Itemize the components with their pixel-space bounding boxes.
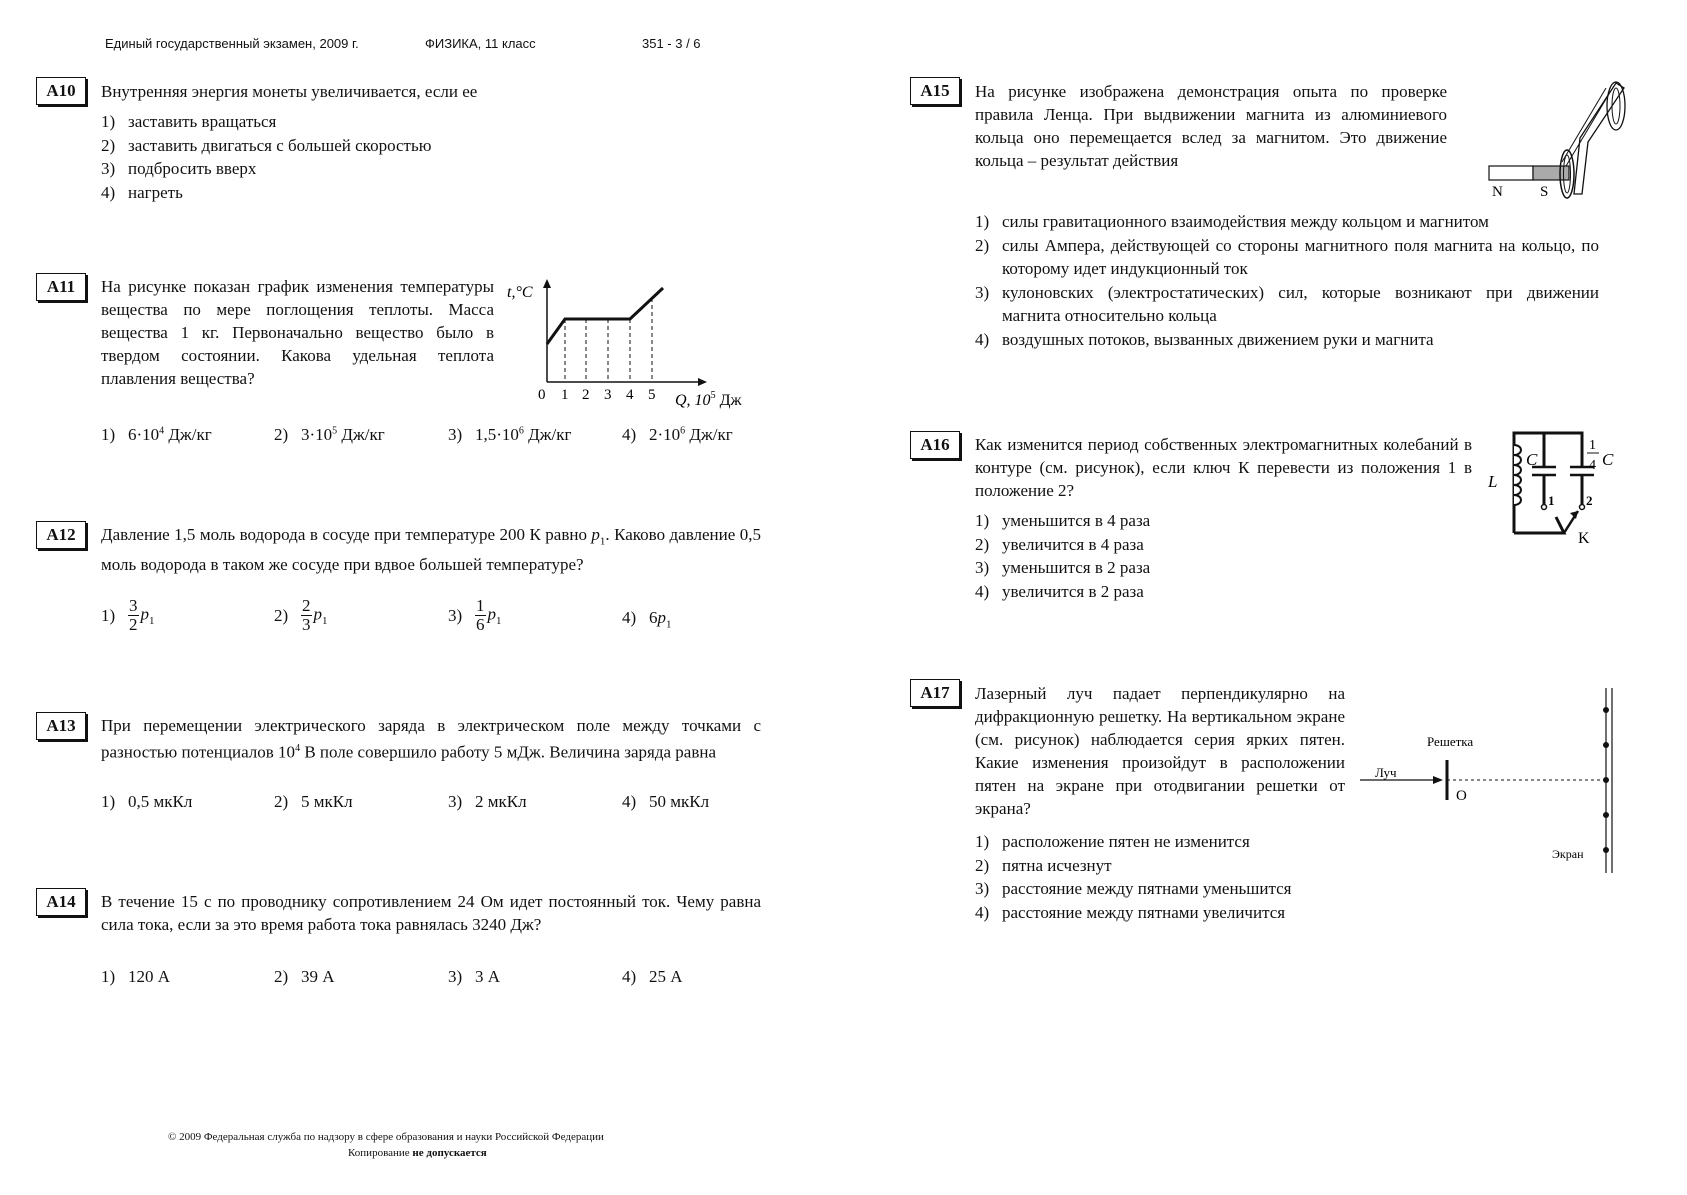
option-a13-2[interactable]: 2) 5 мкКл <box>274 792 353 811</box>
graph-tick-5: 5 <box>648 387 656 403</box>
spot-5 <box>1603 847 1609 853</box>
magnet-n-half <box>1489 166 1533 180</box>
circuit-wire-top <box>1514 433 1582 533</box>
question-text-a12: Давление 1,5 моль водорода в сосуде при температуре 200 К равно $p_1$. Каково давление 0,5 моль водорода в таком же сосуде при вдвое большей температуре? <box>101 525 762 575</box>
graph-y-arrow <box>543 279 551 288</box>
question-number-a12: A12 <box>36 521 86 549</box>
option-a12-3[interactable]: 3) $\frac{1}{6}$ $p_1$ <box>448 596 502 634</box>
position-1-label: 1 <box>1548 493 1555 508</box>
option-a14-4[interactable]: 4) 25 А <box>622 967 683 986</box>
contact-2 <box>1580 505 1585 510</box>
option-a16-3[interactable]: 3) уменьшится в 2 раза <box>975 558 1151 577</box>
option-a13-4[interactable]: 4) 50 мкКл <box>622 792 710 811</box>
graph-x-label: Q, $10^5$ Дж <box>675 390 742 409</box>
option-a17-1[interactable]: 1) расположение пятен не изменится <box>975 832 1250 851</box>
question-number-a16: A16 <box>910 431 960 459</box>
option-a15-1[interactable]: 1) силы гравитационного взаимодействия между кольцом и магнитом <box>975 212 1489 231</box>
temperature-graph <box>505 278 765 413</box>
key-label: K <box>1578 530 1590 547</box>
graph-tick-2: 2 <box>582 387 590 403</box>
spot-1 <box>1603 707 1609 713</box>
quarter-num: 1 <box>1589 438 1596 453</box>
question-text-a16: Как изменится период собственных электромагнитных колебаний в контуре (см. рисунок), если ключ К перевести из положения 1 в положение 2? <box>975 435 1472 500</box>
contact-1 <box>1542 505 1547 510</box>
header-subject: ФИЗИКА, 11 класс <box>425 36 536 51</box>
option-a12-2[interactable]: 2) $\frac{2}{3}$ $p_1$ <box>274 596 328 634</box>
option-a11-1[interactable]: 1) $6\cdot 10^4$ Дж/кг <box>101 425 212 444</box>
magnet-n-label: N <box>1492 184 1503 200</box>
option-a10-3[interactable]: 3) подбросить вверх <box>101 159 257 178</box>
inductor-coil <box>1514 445 1521 505</box>
spot-2 <box>1603 742 1609 748</box>
quarter-c-label: C <box>1602 450 1614 469</box>
lc-circuit-figure <box>1480 425 1614 550</box>
footer-copy-note: Копирование не допускается <box>348 1147 487 1159</box>
option-a15-4[interactable]: 4) воздушных потоков, вызванных движением руки и магнита <box>975 329 1434 349</box>
options-a10 <box>101 110 431 204</box>
question-text-a10: Внутренняя энергия монеты увеличивается, если ее <box>101 82 478 101</box>
graph-tick-3: 3 <box>604 387 612 403</box>
spot-3 <box>1603 777 1609 783</box>
position-2-label: 2 <box>1586 493 1593 508</box>
option-a16-4[interactable]: 4) увеличится в 2 раза <box>975 581 1144 601</box>
question-text-a14: В течение 15 с по проводнику сопротивлением 24 Ом идет постоянный ток. Чему равна сила тока, если за это время работа тока равнялась 3240 Дж? <box>101 892 761 934</box>
screen-label: Экран <box>1552 847 1584 861</box>
question-number-a14: A14 <box>36 888 86 916</box>
question-number-a17: A17 <box>910 679 960 707</box>
option-a10-1[interactable]: 1) заставить вращаться <box>101 112 277 131</box>
lenz-experiment-figure <box>1488 78 1633 198</box>
graph-tick-0: 0 <box>538 387 546 403</box>
question-text-a17: Лазерный луч падает перпендикулярно на дифракционную решетку. На вертикальном экране (см. рисунок) наблюдается серия ярких пятен. Какие изменения произойдут в расположении пятен на экране при отодвигании решетки от экрана? <box>975 684 1345 818</box>
option-a16-2[interactable]: 2) увеличится в 4 раза <box>975 534 1144 554</box>
option-a15-2[interactable]: 2) силы Ампера, действующей со стороны магнитного поля магнита на кольцо, по которому идет индукционный ток <box>975 235 1599 278</box>
origin-label: O <box>1456 788 1467 804</box>
option-a11-3[interactable]: 3) $1,5\cdot 10^6$ Дж/кг <box>448 425 572 444</box>
graph-tick-4: 4 <box>626 387 634 403</box>
quarter-den: 4 <box>1589 458 1596 473</box>
option-a11-2[interactable]: 2) $3\cdot 10^5$ Дж/кг <box>274 425 385 444</box>
option-a10-2[interactable]: 2) заставить двигаться с большей скоростью <box>101 135 432 155</box>
graph-x-arrow <box>698 378 707 386</box>
option-a11-4[interactable]: 4) $2\cdot 10^6$ Дж/кг <box>622 425 733 444</box>
magnet-s-label: S <box>1540 184 1549 200</box>
question-number-a13: A13 <box>36 712 86 740</box>
option-a14-3[interactable]: 3) 3 А <box>448 967 501 986</box>
graph-y-label: t,°C <box>507 284 533 301</box>
question-text-a13: При перемещении электрического заряда в электрическом поле между точками с разностью потенциалов $10^4$ В поле совершило работу 5 мДж. Величина заряда равна <box>101 716 761 762</box>
beam-label: Луч <box>1375 765 1397 780</box>
option-a12-1[interactable]: 1) $\frac{3}{2}$ $p_1$ <box>101 596 155 634</box>
inductor-label: L <box>1488 472 1498 491</box>
question-number-a10: A10 <box>36 77 86 105</box>
grating-label: Решетка <box>1427 734 1474 749</box>
capacitor-label: C <box>1526 450 1538 469</box>
diffraction-figure <box>1355 688 1625 878</box>
question-number-a15: A15 <box>910 77 960 105</box>
thread-2 <box>1566 94 1609 166</box>
graph-curve <box>547 288 663 344</box>
beam-arrow <box>1433 776 1443 784</box>
options-a15 <box>975 210 1599 351</box>
graph-tick-1: 1 <box>561 387 569 403</box>
header-exam: Единый государственный экзамен, 2009 г. <box>105 36 359 51</box>
option-a17-4[interactable]: 4) расстояние между пятнами увеличится <box>975 902 1286 922</box>
option-a14-2[interactable]: 2) 39 А <box>274 967 335 986</box>
option-a14-1[interactable]: 1) 120 А <box>101 967 171 986</box>
option-a13-3[interactable]: 3) 2 мкКл <box>448 792 527 811</box>
option-a15-3[interactable]: 3) кулоновских (электростатических) сил, которые возникают при движении магнита относительно кольца <box>975 282 1599 325</box>
question-text-a15: На рисунке изображена демонстрация опыта по проверке правила Ленца. При выдвижении магнита из алюминиевого кольца оно перемещается вслед за магнитом. Это движение кольца – результат действия <box>975 82 1447 170</box>
switch-wire <box>1514 517 1564 533</box>
option-a13-1[interactable]: 1) 0,5 мкКл <box>101 792 193 811</box>
options-a17 <box>975 830 1292 924</box>
option-a16-1[interactable]: 1) уменьшится в 4 раза <box>975 511 1151 530</box>
header-page: 351 - 3 / 6 <box>642 36 701 51</box>
options-a16 <box>975 509 1150 603</box>
option-a12-4[interactable]: 4) $6p_1$ <box>622 608 672 631</box>
option-a17-2[interactable]: 2) пятна исчезнут <box>975 855 1112 875</box>
question-number-a11: A11 <box>36 273 86 301</box>
question-text-a11: На рисунке показан график изменения температуры вещества по мере поглощения теплоты. Масса вещества 1 кг. Первоначально вещество было в твердом состоянии. Какова удельная теплота плавления вещества? <box>101 277 494 388</box>
option-a10-4[interactable]: 4) нагреть <box>101 182 183 202</box>
footer-copyright: © 2009 Федеральная служба по надзору в сфере образования и науки Российской Федерации <box>168 1131 604 1143</box>
spot-4 <box>1603 812 1609 818</box>
option-a17-3[interactable]: 3) расстояние между пятнами уменьшится <box>975 879 1292 898</box>
